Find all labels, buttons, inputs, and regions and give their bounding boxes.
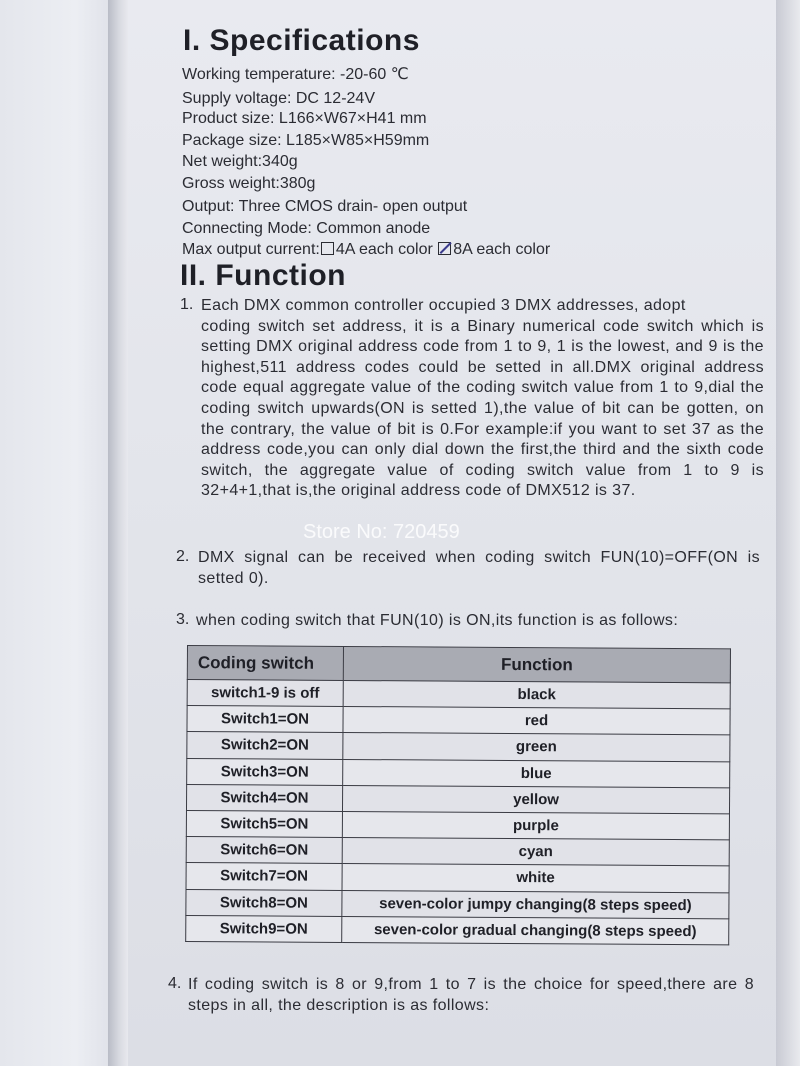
function-cell: purple bbox=[342, 811, 729, 840]
item-number: 3. bbox=[176, 611, 190, 628]
function-cell: white bbox=[342, 864, 729, 893]
table-row bbox=[187, 706, 730, 736]
coding-switch-table bbox=[185, 645, 731, 945]
spec-item: Product size: L166×W67×H41 mm bbox=[182, 110, 427, 127]
switch-cell: Switch9=ON bbox=[186, 915, 342, 942]
spec-item: Connecting Mode: Common anode bbox=[182, 220, 431, 237]
spec-item: Gross weight:380g bbox=[182, 175, 316, 192]
specifications-heading: I. Specifications bbox=[183, 24, 420, 57]
function-item-4: If coding switch is 8 or 9,from 1 to 7 is the choice for speed,there are 8 steps in all, the description is as follows: bbox=[188, 976, 754, 1014]
function-item-2: DMX signal can be received when coding switch FUN(10)=OFF(ON is setted 0). bbox=[198, 549, 760, 587]
switch-cell: Switch2=ON bbox=[187, 732, 343, 759]
function-item-1-body: coding switch set address, it is a Binary numerical code switch which is setting DMX original address code from 1 to 9, 1 is the lowest, and 9 is the highest,511 address codes could be setted in all.DMX original address code equal aggregate value of the coding switch value from 1 to 9,dial the coding switch upwards(ON is setted 1),the value of bit can be gotten, on the contrary, the value of bit is 0.For example:if you want to set 37 as the address code,you can only dial down the first,the third and the sixth code switch, the aggregate value of coding switch value from 1 to 9 is 32+4+1,that is,the original address code of DMX512 is 37. bbox=[201, 317, 764, 500]
spec-item: Supply voltage: DC 12-24V bbox=[182, 90, 375, 107]
table-row bbox=[187, 680, 730, 710]
table-row bbox=[186, 837, 729, 867]
table-row bbox=[186, 810, 729, 840]
switch-cell: Switch8=ON bbox=[186, 889, 342, 916]
table-row bbox=[186, 863, 729, 893]
switch-cell: Switch5=ON bbox=[186, 810, 342, 837]
function-cell: black bbox=[343, 680, 730, 709]
function-cell: yellow bbox=[342, 785, 729, 814]
function-cell: red bbox=[343, 707, 730, 736]
function-cell: seven-color gradual changing(8 steps speed) bbox=[342, 916, 729, 945]
store-watermark: Store No: 720459 bbox=[303, 521, 460, 543]
item-number: 1. bbox=[180, 296, 194, 313]
switch-cell: switch1-9 is off bbox=[187, 680, 343, 707]
table-row bbox=[187, 732, 730, 762]
function-cell: cyan bbox=[342, 838, 729, 867]
checkbox-checked-icon bbox=[438, 242, 451, 255]
table-header-row bbox=[187, 646, 730, 683]
switch-cell: Switch7=ON bbox=[186, 863, 342, 890]
spec-item: Package size: L185×W85×H59mm bbox=[182, 132, 430, 149]
checkbox-icon bbox=[321, 242, 334, 255]
function-cell: blue bbox=[343, 759, 730, 788]
spec-item: Net weight:340g bbox=[182, 153, 298, 170]
function-cell: green bbox=[343, 733, 730, 762]
option-8a-label: 8A each color bbox=[453, 241, 551, 258]
switch-cell: Switch6=ON bbox=[186, 837, 342, 864]
option-4a-label: 4A each color bbox=[335, 241, 433, 258]
spec-item: Output: Three CMOS drain- open output bbox=[182, 198, 468, 215]
switch-cell: Switch4=ON bbox=[186, 784, 342, 811]
function-item-3: when coding switch that FUN(10) is ON,its function is as follows: bbox=[196, 612, 679, 629]
function-item-1-first-line: Each DMX common controller occupied 3 DMX addresses, adopt bbox=[201, 297, 686, 314]
max-output-label: Max output current: bbox=[182, 241, 320, 258]
item-number: 4. bbox=[168, 975, 182, 992]
switch-cell: Switch1=ON bbox=[187, 706, 343, 733]
table-row bbox=[187, 758, 730, 788]
column-header: Coding switch bbox=[187, 646, 343, 681]
function-cell: seven-color jumpy changing(8 steps speed) bbox=[342, 890, 729, 919]
item-number: 2. bbox=[176, 548, 190, 565]
function-heading: II. Function bbox=[180, 259, 346, 292]
spec-item: Working temperature: -20-60 ℃ bbox=[182, 66, 409, 83]
max-output-line bbox=[182, 241, 550, 259]
table-row bbox=[186, 784, 729, 814]
table-row bbox=[186, 889, 729, 919]
column-header: Function bbox=[343, 646, 730, 682]
function-item-1 bbox=[201, 296, 764, 502]
switch-cell: Switch3=ON bbox=[187, 758, 343, 785]
table-row bbox=[186, 915, 729, 945]
